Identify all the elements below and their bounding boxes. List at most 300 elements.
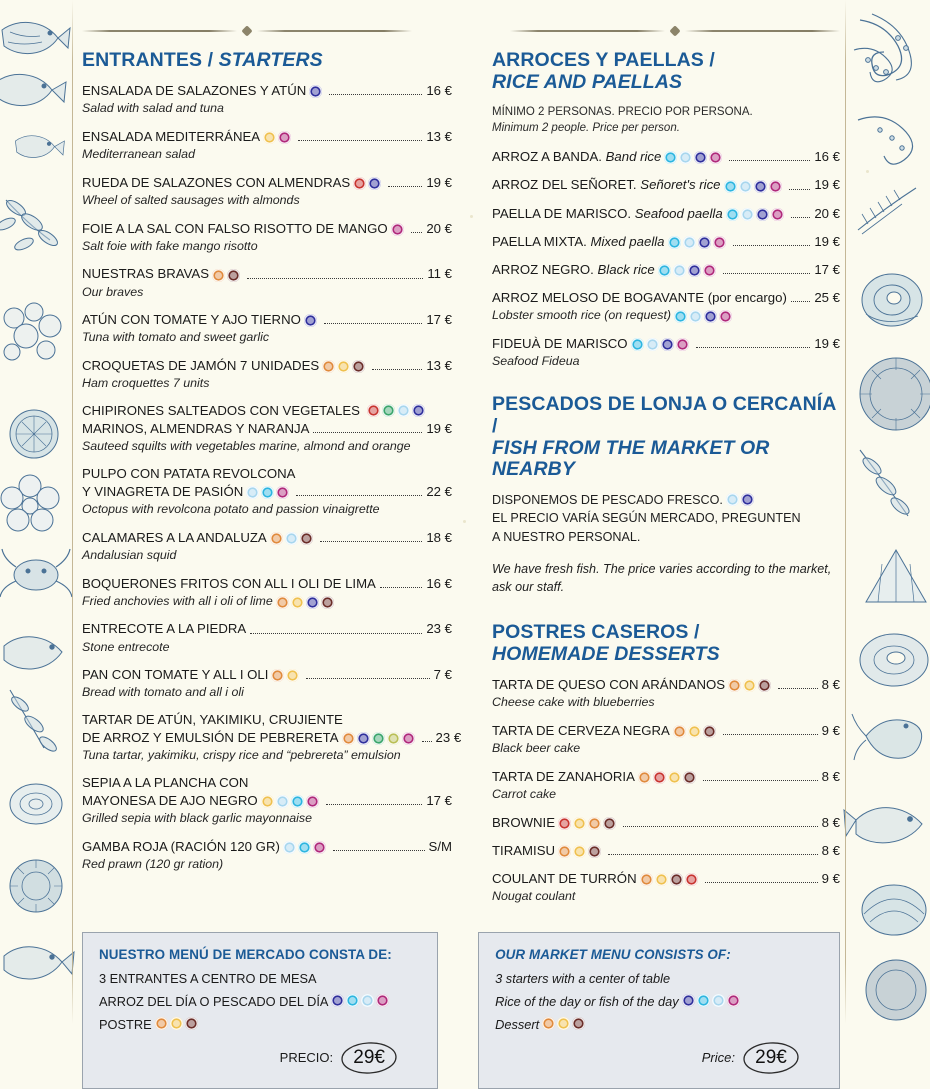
leader-dots: [411, 231, 423, 233]
leader-dots: [729, 159, 810, 161]
allergen-milk-icon: [758, 679, 771, 692]
allergen-milk-icon: [321, 596, 334, 609]
menu-content: [78, 0, 844, 1068]
menu-item[interactable]: [82, 575, 452, 610]
paper-speck: [866, 170, 869, 173]
allergen-icons: [309, 85, 322, 98]
right-border-rule: [845, 0, 846, 1024]
allergen-sulfite-icon: [402, 732, 415, 745]
allergen-egg-icon: [688, 725, 701, 738]
allergen-mollusc-icon: [285, 532, 298, 545]
leader-dots: [778, 687, 818, 689]
allergen-icons: [276, 596, 334, 609]
menu-item[interactable]: [82, 775, 452, 827]
menu-item[interactable]: [82, 220, 452, 255]
allergen-sulfite-icon: [306, 795, 319, 808]
left-column: [82, 49, 462, 916]
allergen-gluten-icon: [270, 532, 283, 545]
allergen-icons: [331, 994, 389, 1007]
item-name-es: ENTRECOTE A LA PIEDRA: [82, 621, 247, 637]
right-border-illustration: [842, 0, 930, 1024]
allergen-icons: [631, 338, 689, 351]
fish-note-en: [492, 560, 840, 597]
item-name-es: ENSALADA DE SALAZONES Y ATÚN: [82, 82, 307, 98]
allergen-crustacean-icon: [346, 994, 359, 1007]
top-decorative-rules: [78, 0, 844, 36]
allergen-gluten-icon: [271, 669, 284, 682]
menu-item[interactable]: [82, 403, 452, 455]
leader-dots: [388, 185, 422, 187]
price-value: 29€: [755, 1046, 787, 1068]
market-menu-line1-es: [99, 971, 421, 986]
menu-columns: [78, 36, 844, 916]
item-price: 19 €: [814, 233, 840, 249]
item-name-en: Ham croquettes 7 units: [82, 376, 210, 391]
item-name-en: Fried anchovies with all i oli of lime: [82, 593, 273, 608]
item-name-es: NUESTRAS BRAVAS: [82, 266, 210, 282]
item-name-es: ARROZ DEL SEÑORET.: [492, 177, 637, 193]
item-price: 9 €: [821, 871, 840, 887]
allergen-gluten-icon: [558, 845, 571, 858]
menu-item[interactable]: [82, 838, 452, 873]
allergen-sulfite-icon: [713, 236, 726, 249]
item-name-es-line2: MAYONESA DE AJO NEGRO: [82, 792, 258, 808]
item-name-es-line1: TARTAR DE ATÚN, YAKIMIKU, CRUJIENTE: [82, 712, 343, 728]
allergen-mollusc-icon: [646, 338, 659, 351]
allergen-icons: [726, 493, 754, 506]
leader-dots: [298, 139, 422, 141]
item-name-es: TARTA DE ZANAHORIA: [492, 768, 635, 784]
allergen-egg-icon: [573, 817, 586, 830]
menu-item[interactable]: [492, 814, 840, 831]
allergen-sulfite-icon: [771, 208, 784, 221]
allergen-mollusc-icon: [246, 486, 259, 499]
allergen-crustacean-icon: [726, 208, 739, 221]
menu-item[interactable]: [82, 620, 452, 655]
fish-title-en: FISH FROM THE MARKET OR NEARBY: [492, 436, 770, 481]
allergen-gluten-icon: [342, 732, 355, 745]
allergen-milk-icon: [603, 817, 616, 830]
item-name-es: CROQUETAS DE JAMÓN 7 UNIDADES: [82, 358, 320, 374]
allergen-sulfite-icon: [727, 994, 740, 1007]
left-border-illustration: [0, 0, 78, 1024]
fish-note-line1: DISPONEMOS DE PESCADO FRESCO.: [492, 493, 723, 508]
item-name-en: Black rice: [597, 261, 655, 277]
allergen-peanut-icon: [653, 771, 666, 784]
allergen-crustacean-icon: [658, 264, 671, 277]
allergen-crustacean-icon: [674, 310, 687, 323]
market-menu-line1-en: [495, 971, 823, 986]
allergen-icons: [673, 725, 716, 738]
fish-note-line2: EL PRECIO VARÍA SEGÚN MERCADO, PREGUNTEN: [492, 511, 801, 526]
item-name-es: PAELLA DE MARISCO.: [492, 205, 632, 221]
leader-dots: [306, 677, 429, 679]
rice-title-es: ARROCES Y PAELLAS /: [492, 49, 715, 71]
allergen-egg-icon: [557, 1017, 570, 1030]
allergen-fish-icon: [357, 732, 370, 745]
allergen-icons: [270, 532, 313, 545]
allergen-fish-icon: [368, 177, 381, 190]
item-price: 18 €: [426, 529, 452, 545]
right-column: [492, 50, 840, 916]
starters-separator: /: [202, 49, 219, 71]
allergen-fish-icon: [698, 236, 711, 249]
item-name-en: Seafood paella: [634, 205, 723, 221]
section-heading-fish: [492, 394, 840, 481]
item-price: 16 €: [814, 149, 840, 165]
item-name-es-line2: MARINOS, ALMENDRAS Y NARANJA: [82, 420, 310, 436]
item-name-es-line2: Y VINAGRETA DE PASIÓN: [82, 483, 244, 499]
allergen-milk-icon: [300, 532, 313, 545]
leader-dots: [296, 494, 422, 496]
allergen-gluten-icon: [588, 817, 601, 830]
allergen-gluten-icon: [212, 269, 225, 282]
allergen-fish-icon: [694, 151, 707, 164]
allergen-sulfite-icon: [703, 264, 716, 277]
allergen-fish-icon: [412, 404, 425, 417]
allergen-fish-icon: [306, 596, 319, 609]
allergen-mollusc-icon: [283, 841, 296, 854]
allergen-fish-icon: [688, 264, 701, 277]
market-menu-line1-text: 3 starters with a center of table: [495, 970, 671, 986]
item-name-en: Mediterranean salad: [82, 146, 195, 161]
allergen-soy-icon: [382, 404, 395, 417]
item-price: 19 €: [814, 177, 840, 193]
market-menu-line2-text: ARROZ DEL DÍA O PESCADO DEL DÍA: [99, 993, 329, 1009]
item-price: 8 €: [821, 768, 840, 784]
allergen-crustacean-icon: [697, 994, 710, 1007]
leader-dots: [422, 740, 432, 742]
item-name-en: Andalusian squid: [82, 547, 177, 562]
item-name-es-line1: PULPO CON PATATA REVOLCONA: [82, 465, 296, 481]
allergen-milk-icon: [588, 845, 601, 858]
allergen-gluten-icon: [640, 873, 653, 886]
item-price: 16 €: [426, 82, 452, 98]
market-menu-line1-text: 3 ENTRANTES A CENTRO DE MESA: [99, 970, 317, 986]
allergen-icons: [682, 994, 740, 1007]
allergen-icons: [542, 1017, 585, 1030]
item-name-en: Octopus with revolcona potato and passion vinaigrette: [82, 501, 380, 516]
item-name-en: Señoret's rice: [640, 177, 721, 193]
item-name-en: Tuna with tomato and sweet garlic: [82, 330, 270, 345]
leader-dots: [329, 93, 422, 95]
rice-title-en: RICE AND PAELLAS: [492, 70, 683, 93]
item-name-en: Our braves: [82, 284, 144, 299]
allergen-gluten-icon: [638, 771, 651, 784]
price-value: 29€: [353, 1046, 385, 1068]
allergen-fish-icon: [704, 310, 717, 323]
item-name-es: ARROZ A BANDA.: [492, 149, 602, 165]
item-price: 17 €: [426, 792, 452, 808]
rice-note: [492, 104, 840, 137]
allergen-mollusc-icon: [683, 236, 696, 249]
allergen-egg-icon: [573, 845, 586, 858]
leader-dots: [723, 272, 811, 274]
allergen-icons: [726, 208, 784, 221]
item-name-es: ARROZ MELOSO DE BOGAVANTE: [492, 290, 705, 306]
menu-item[interactable]: [492, 676, 840, 711]
allergen-icons: [304, 314, 317, 327]
allergen-icons: [353, 177, 381, 190]
item-price: 23 €: [426, 621, 452, 637]
item-price: 19 €: [814, 335, 840, 351]
item-price: 11 €: [427, 266, 452, 282]
menu-item[interactable]: [492, 233, 840, 250]
menu-item[interactable]: [492, 870, 840, 905]
item-name-suffix: (por encargo): [707, 290, 787, 306]
item-price: 20 €: [426, 220, 452, 236]
allergen-egg-icon: [655, 873, 668, 886]
item-name-es: FIDEUÀ DE MARISCO: [492, 335, 628, 351]
allergen-peanut-icon: [367, 404, 380, 417]
allergen-peanut-icon: [558, 817, 571, 830]
allergen-icons: [638, 771, 696, 784]
allergen-crustacean-icon: [664, 151, 677, 164]
market-menu-title-es: NUESTRO MENÚ DE MERCADO CONSTA DE:: [99, 946, 392, 962]
allergen-egg-icon: [170, 1017, 183, 1030]
allergen-sulfite-icon: [709, 151, 722, 164]
allergen-fish-icon: [331, 994, 344, 1007]
allergen-fish-icon: [309, 85, 322, 98]
left-border-rule: [72, 0, 73, 1024]
fish-note-en-line2: ask our staff.: [492, 580, 565, 595]
item-name-es: PAELLA MIXTA.: [492, 233, 587, 249]
item-name-en: Cheese cake with blueberries: [492, 695, 655, 710]
item-name-en: Salt foie with fake mango risotto: [82, 238, 258, 253]
price-circle: [339, 1040, 399, 1076]
allergen-mollusc-icon: [726, 493, 739, 506]
decorative-rule-left: [82, 26, 412, 36]
item-name-es: COULANT DE TURRÓN: [492, 871, 637, 887]
item-price: 17 €: [814, 261, 840, 277]
leader-dots: [247, 277, 423, 279]
menu-item[interactable]: [82, 82, 452, 117]
menu-item[interactable]: [492, 148, 840, 165]
allergen-icons: [728, 679, 771, 692]
desserts-title-en: HOMEMADE DESSERTS: [492, 643, 720, 666]
allergen-icons: [246, 486, 289, 499]
allergen-icons: [674, 310, 732, 323]
item-name-es: TARTA DE CERVEZA NEGRA: [492, 722, 670, 738]
item-name-en: Sauteed squilts with vegetables marine, almond and orange: [82, 439, 411, 454]
item-name-es: GAMBA ROJA (RACIÓN 120 GR): [82, 838, 280, 854]
allergen-egg-icon: [743, 679, 756, 692]
item-name-es: RUEDA DE SALAZONES CON ALMENDRAS: [82, 174, 351, 190]
menu-item[interactable]: [82, 529, 452, 564]
allergen-milk-icon: [227, 269, 240, 282]
allergen-icons: [212, 269, 240, 282]
allergen-sulfite-icon: [278, 131, 291, 144]
leader-dots: [380, 586, 422, 588]
allergen-gluten-icon: [542, 1017, 555, 1030]
menu-item[interactable]: [492, 722, 840, 757]
allergen-egg-icon: [263, 131, 276, 144]
item-name-en: Grilled sepia with black garlic mayonnaise: [82, 811, 313, 826]
menu-item[interactable]: [82, 311, 452, 346]
allergen-icons: [261, 795, 319, 808]
leader-dots: [723, 733, 818, 735]
allergen-nuts-icon: [387, 732, 400, 745]
menu-item[interactable]: [492, 768, 840, 803]
allergen-gluten-icon: [276, 596, 289, 609]
allergen-icons: [724, 180, 782, 193]
leader-dots: [250, 632, 422, 634]
item-price: 22 €: [426, 483, 452, 499]
menu-item[interactable]: [492, 842, 840, 859]
item-name-es: ATÚN CON TOMATE Y AJO TIERNO: [82, 312, 301, 328]
menu-item[interactable]: [82, 466, 452, 518]
fish-note-es: [492, 491, 840, 546]
market-menu-price-row-es: [99, 1040, 421, 1076]
item-name-en: Black beer cake: [492, 741, 581, 756]
allergen-milk-icon: [185, 1017, 198, 1030]
item-name-en: Band rice: [605, 149, 662, 165]
menu-item[interactable]: [82, 712, 462, 764]
menu-item[interactable]: [492, 176, 840, 193]
allergen-icons: [283, 841, 326, 854]
menu-item[interactable]: [492, 335, 840, 370]
starters-title-es: ENTRANTES: [82, 49, 203, 71]
menu-item[interactable]: [82, 265, 452, 300]
allergen-soy-icon: [372, 732, 385, 745]
leader-dots: [789, 188, 811, 190]
allergen-egg-icon: [337, 360, 350, 373]
menu-item[interactable]: [82, 357, 452, 392]
allergen-sulfite-icon: [676, 338, 689, 351]
allergen-mollusc-icon: [276, 795, 289, 808]
menu-item[interactable]: [82, 666, 452, 701]
allergen-icons: [664, 151, 722, 164]
item-name-en: Seafood Fideua: [492, 354, 580, 369]
leader-dots: [733, 244, 811, 246]
allergen-mollusc-icon: [739, 180, 752, 193]
market-menu-line3-text: Dessert: [495, 1016, 540, 1032]
market-menu-box-en: [478, 932, 840, 1089]
menu-item[interactable]: [492, 261, 840, 278]
market-menu-line3-es: [99, 1017, 421, 1032]
info-boxes: [78, 916, 844, 1089]
item-name-es: BOQUERONES FRITOS CON ALL I OLI DE LIMA: [82, 575, 376, 591]
item-price: 8 €: [821, 677, 840, 693]
leader-dots: [791, 300, 810, 302]
item-name-en: Mixed paella: [590, 233, 665, 249]
allergen-fish-icon: [661, 338, 674, 351]
leader-dots: [326, 803, 423, 805]
allergen-peanut-icon: [685, 873, 698, 886]
item-price: 19 €: [426, 174, 452, 190]
allergen-sulfite-icon: [769, 180, 782, 193]
menu-item[interactable]: [492, 205, 840, 222]
allergen-icons: [658, 264, 716, 277]
allergen-crustacean-icon: [261, 486, 274, 499]
leader-dots: [372, 368, 422, 370]
allergen-crustacean-icon: [631, 338, 644, 351]
allergen-milk-icon: [352, 360, 365, 373]
item-price: 13 €: [426, 128, 452, 144]
market-menu-line3-en: [495, 1017, 823, 1032]
item-price: 13 €: [426, 358, 452, 374]
menu-item[interactable]: [82, 128, 452, 163]
leader-dots: [623, 825, 818, 827]
market-menu-price-row-en: [495, 1040, 823, 1076]
market-menu-title-en: OUR MARKET MENU CONSISTS OF:: [495, 946, 731, 962]
item-price: 23 €: [435, 730, 462, 746]
market-menu-line2-en: [495, 994, 823, 1009]
allergen-milk-icon: [670, 873, 683, 886]
allergen-mollusc-icon: [361, 994, 374, 1007]
item-name-en: Tuna tartar, yakimiku, crispy rice and “pebrereta” emulsion: [82, 748, 401, 763]
allergen-mollusc-icon: [689, 310, 702, 323]
item-name-en: Carrot cake: [492, 787, 557, 802]
allergen-milk-icon: [572, 1017, 585, 1030]
item-price: 9 €: [821, 722, 840, 738]
allergen-icons: [271, 669, 299, 682]
allergen-sulfite-icon: [391, 223, 404, 236]
item-name-es: BROWNIE: [492, 814, 556, 830]
allergen-peanut-icon: [353, 177, 366, 190]
allergen-fish-icon: [754, 180, 767, 193]
item-name-en: Stone entrecote: [82, 639, 170, 654]
allergen-icons: [391, 223, 404, 236]
allergen-crustacean-icon: [724, 180, 737, 193]
allergen-mollusc-icon: [397, 404, 410, 417]
price-label: PRECIO:: [279, 1050, 334, 1066]
allergen-sulfite-icon: [376, 994, 389, 1007]
allergen-icons: [342, 732, 415, 745]
allergen-mollusc-icon: [712, 994, 725, 1007]
allergen-fish-icon: [741, 493, 754, 506]
allergen-gluten-icon: [155, 1017, 168, 1030]
allergen-icons: [367, 404, 425, 417]
leader-dots: [313, 431, 422, 433]
allergen-icons: [263, 131, 291, 144]
allergen-egg-icon: [286, 669, 299, 682]
item-name-es-line2: DE ARROZ Y EMULSIÓN DE PEBRERETA: [82, 730, 339, 746]
market-menu-line2-text: Rice of the day or fish of the day: [495, 993, 679, 1009]
section-heading-starters: [82, 50, 452, 72]
menu-item[interactable]: [82, 174, 452, 209]
item-name-es: TIRAMISU: [492, 842, 556, 858]
item-name-es: ARROZ NEGRO.: [492, 261, 594, 277]
allergen-gluten-icon: [728, 679, 741, 692]
market-menu-box-es: [82, 932, 438, 1089]
allergen-fish-icon: [756, 208, 769, 221]
price-circle: [741, 1040, 801, 1076]
section-heading-rice: [492, 50, 840, 94]
leader-dots: [320, 540, 423, 542]
allergen-icons: [155, 1017, 198, 1030]
allergen-icons: [558, 817, 616, 830]
allergen-icons: [558, 845, 601, 858]
item-name-es-line1: CHIPIRONES SALTEADOS CON VEGETALES: [82, 403, 360, 419]
item-name-en: Red prawn (120 gr ration): [82, 856, 224, 871]
allergen-crustacean-icon: [298, 841, 311, 854]
item-price: 19 €: [426, 420, 452, 436]
allergen-mollusc-icon: [741, 208, 754, 221]
menu-item[interactable]: [492, 289, 840, 324]
item-name-en: Salad with salad and tuna: [82, 100, 224, 115]
item-price: 25 €: [814, 290, 840, 306]
rice-note-es: MÍNIMO 2 PERSONAS. PRECIO POR PERSONA.: [492, 105, 753, 118]
allergen-crustacean-icon: [291, 795, 304, 808]
item-name-en: Wheel of salted sausages with almonds: [82, 192, 300, 207]
desserts-title-es: POSTRES CASEROS /: [492, 621, 700, 644]
item-price: 16 €: [426, 575, 452, 591]
allergen-milk-icon: [683, 771, 696, 784]
leader-dots: [696, 346, 811, 348]
item-name-es: TARTA DE QUESO CON ARÁNDANOS: [492, 677, 726, 693]
leader-dots: [705, 881, 818, 883]
